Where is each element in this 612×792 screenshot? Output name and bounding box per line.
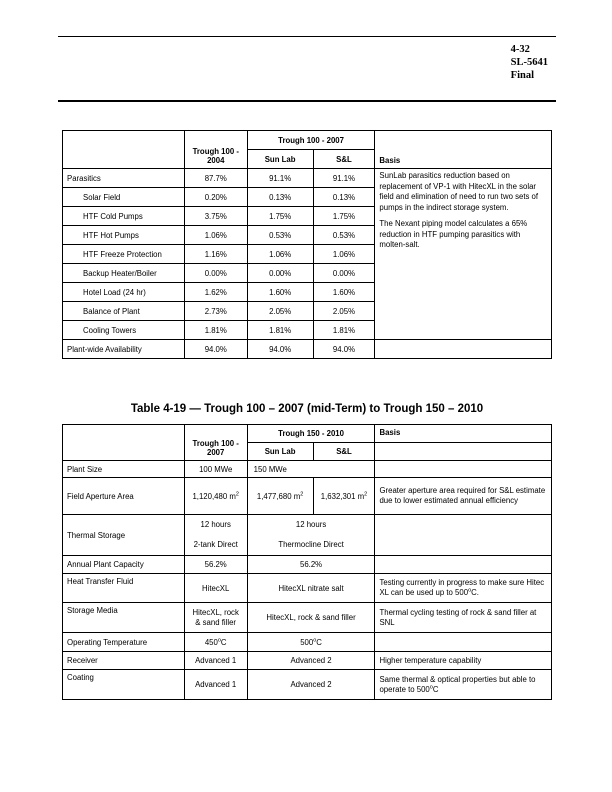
aperture-value: 1,477,680 m [256,491,301,501]
cell-2007: 56.2% [184,556,247,574]
header-divider [58,100,556,102]
col-group-2010: Trough 150 - 2010 [247,425,375,443]
media-line-2: & sand filler [195,617,237,627]
basis-cell [375,574,552,603]
temp-value: 500 [300,637,314,647]
row-label: HTF Cold Pumps [63,207,185,226]
basis-empty [375,461,552,478]
col-basis: Basis [375,425,552,443]
row-label: HTF Hot Pumps [63,226,185,245]
row-label: Hotel Load (24 hr) [63,283,185,302]
basis-cell: Thermal cycling testing of rock & sand filler at SNL [375,603,552,633]
superscript: 2 [235,490,239,497]
cell-sunlab: 91.1% [247,169,313,188]
row-label: Balance of Plant [63,302,185,321]
cell-2007 [184,603,247,633]
basis-cell: Greater aperture area required for S&L estimate due to lower estimated annual efficiency [375,478,552,515]
row-label: Plant-wide Availability [63,340,185,359]
cell-2004: 1.06% [184,226,247,245]
basis-unit: C [432,684,439,694]
cell-sl: 1.75% [313,207,375,226]
col-sunlab: Sun Lab [247,443,313,461]
cell-2010: HitecXL, rock & sand filler [247,603,375,633]
row-label: Heat Transfer Fluid [63,574,185,603]
cell-2004: 2.73% [184,302,247,321]
header-rule [58,36,556,37]
basis-empty [375,556,552,574]
storage-hours: 12 hours [200,520,231,529]
col-group-2007: Trough 100 - 2007 [247,131,375,150]
cell-2010: Advanced 2 [247,670,375,700]
temp-unit: C [316,637,322,647]
cell-sunlab [247,478,313,515]
col-trough-2007: Trough 100 - 2007 [184,425,247,461]
cell-sl: 0.13% [313,188,375,207]
cell-sunlab: 1.81% [247,321,313,340]
cell-sl: 1.81% [313,321,375,340]
degree-superscript: o [313,636,317,643]
cell-sunlab: 1.60% [247,283,313,302]
cell-sl: 91.1% [313,169,375,188]
cell-2007 [184,478,247,515]
cell-2004: 3.75% [184,207,247,226]
row-label: Cooling Towers [63,321,185,340]
basis-cell [375,670,552,700]
cell-2010 [247,515,375,556]
trough-150-table [62,424,552,700]
cell-sunlab: 0.00% [247,264,313,283]
cell-sunlab: 1.06% [247,245,313,264]
cell-sl: 1.06% [313,245,375,264]
cell-sl: 0.00% [313,264,375,283]
basis-cell: Higher temperature capability [375,652,552,670]
cell-2004: 0.20% [184,188,247,207]
aperture-value: 1,120,480 m [192,491,236,501]
cell-sl [313,478,375,515]
basis-paragraph-2: The Nexant piping model calculates a 65% reduction in HTF pumping parasitics with molten-salt. [379,219,528,249]
degree-superscript: o [429,683,433,690]
document-status: Final [510,70,534,81]
col-trough-2004: Trough 100 - 2004 [184,131,247,169]
cell-2007: 100 MWe [184,461,247,478]
cell-2004: 1.81% [184,321,247,340]
superscript: 2 [300,490,304,497]
cell-2007 [184,633,247,652]
parasitics-table [62,130,552,359]
row-label: HTF Freeze Protection [63,245,185,264]
cell-2004: 87.7% [184,169,247,188]
aperture-value: 1,632,301 m [320,491,365,501]
col-sl: S&L [313,150,375,169]
row-label: Receiver [63,652,185,670]
cell-sl: 2.05% [313,302,375,321]
cell-sl: 0.53% [313,226,375,245]
row-label: Solar Field [63,188,185,207]
row-label: Operating Temperature [63,633,185,652]
row-label: Backup Heater/Boiler [63,264,185,283]
basis-cell [375,169,552,340]
cell-2004: 1.62% [184,283,247,302]
basis-unit: C. [471,588,479,597]
cell-2007: Advanced 1 [184,652,247,670]
cell-2004: 94.0% [184,340,247,359]
cell-2010: HitecXL nitrate salt [247,574,375,603]
cell-2004: 1.16% [184,245,247,264]
page-header [511,43,548,82]
cell-2010: 56.2% [247,556,375,574]
row-label: Field Aperture Area [63,478,185,515]
basis-empty [375,340,552,359]
row-label: Annual Plant Capacity [63,556,185,574]
degree-superscript: o [468,587,472,594]
basis-text: Testing currently in progress to make sure Hitec XL can be used up to 500 [379,578,545,597]
col-sl: S&L [313,443,375,461]
degree-superscript: o [217,636,221,643]
temp-value: 450 [204,637,218,647]
row-label: Plant Size [63,461,185,478]
superscript: 2 [364,490,368,497]
cell-sl: 94.0% [313,340,375,359]
storage-type: 2-tank Direct [193,540,238,549]
row-label: Storage Media [63,603,185,633]
cell-sunlab: 1.75% [247,207,313,226]
storage-type: Thermocline Direct [278,540,344,549]
storage-hours: 12 hours [295,520,327,529]
basis-empty [375,515,552,556]
row-label: Thermal Storage [63,515,185,556]
cell-sunlab: 0.53% [247,226,313,245]
cell-sunlab: 94.0% [247,340,313,359]
cell-2007 [184,515,247,556]
basis-paragraph-1: SunLab parasitics reduction based on replacement of VP-1 with HitecXL in the solar field and elimination of need to run two sets of pumps in the indirect storage system. [379,171,539,212]
basis-text: Same thermal & optical properties but able to operate to 500 [379,674,536,694]
table-4-19-title: Table 4-19 — Trough 100 – 2007 (mid-Term) to Trough 150 – 2010 [130,403,484,415]
basis-empty [375,443,552,461]
cell-2010: Advanced 2 [247,652,375,670]
col-sunlab: Sun Lab [247,150,313,169]
cell-2010: 150 MWe [247,461,375,478]
cell-sunlab: 0.13% [247,188,313,207]
row-label: Coating [63,670,185,700]
page-number: 4-32 [510,44,530,55]
basis-empty [375,633,552,652]
temp-unit: C [220,637,227,647]
header-blank [63,425,185,461]
cell-2004: 0.00% [184,264,247,283]
document-id: SL-5641 [510,57,548,68]
row-label: Parasitics [63,169,185,188]
cell-2007: Advanced 1 [184,670,247,700]
header-blank [63,131,185,169]
cell-2010 [247,633,375,652]
media-line-1: HitecXL, rock [192,607,239,617]
cell-sl: 1.60% [313,283,375,302]
col-basis: Basis [375,131,552,169]
cell-2007: HitecXL [184,574,247,603]
cell-sunlab: 2.05% [247,302,313,321]
